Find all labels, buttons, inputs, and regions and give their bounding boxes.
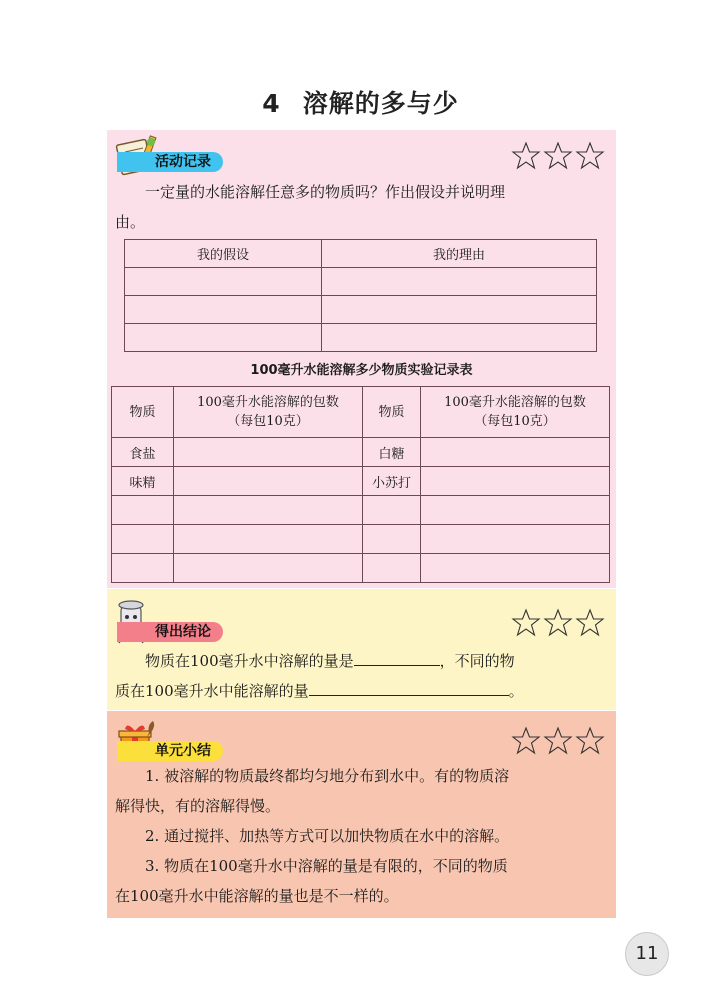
packs-cell[interactable] xyxy=(421,438,610,467)
packs-cell[interactable] xyxy=(174,467,363,496)
substance-cell: 白糖 xyxy=(363,438,421,467)
activity-question xyxy=(115,177,606,237)
conclusion-text xyxy=(115,646,606,706)
header-packs-line-1: 100毫升水能溶解的包数 xyxy=(197,395,339,410)
conclusion-line-2-text: 质在100毫升水中能溶解的量 xyxy=(115,682,309,700)
substance-cell[interactable] xyxy=(363,554,421,583)
answer-blank-2[interactable] xyxy=(309,681,509,696)
summary-item-2: 2. 通过搅拌、加热等方式可以加快物质在水中的溶解。 xyxy=(145,827,510,845)
conclusion-line-1-tail: ，不同的物 xyxy=(439,652,515,670)
header-substance: 物质 xyxy=(112,387,174,438)
substance-cell[interactable] xyxy=(363,496,421,525)
table-row xyxy=(112,467,610,496)
packs-cell[interactable] xyxy=(421,554,610,583)
table-cell[interactable] xyxy=(125,268,322,296)
experiment-table-caption: 100毫升水能溶解多少物质实验记录表 xyxy=(250,363,473,378)
lesson-title-text: 溶解的多与少 xyxy=(302,89,459,118)
conclusion-badge: 得出结论 xyxy=(117,622,223,642)
lesson-title xyxy=(0,84,721,120)
activity-badge: 活动记录 xyxy=(117,152,223,172)
table-header-row xyxy=(125,240,597,268)
table-cell[interactable] xyxy=(322,296,597,324)
header-hypothesis: 我的假设 xyxy=(125,240,322,268)
header-packs-2 xyxy=(421,387,610,438)
star-rating-icon[interactable] xyxy=(511,726,606,756)
packs-cell[interactable] xyxy=(421,525,610,554)
summary-item-1-line-2: 解得快，有的溶解得慢。 xyxy=(115,797,281,815)
table-row xyxy=(112,554,610,583)
table-cell[interactable] xyxy=(125,296,322,324)
summary-item-3-line-1: 3. 物质在100毫升水中溶解的量是有限的，不同的物质 xyxy=(145,857,508,875)
table-row xyxy=(112,496,610,525)
packs-cell[interactable] xyxy=(174,525,363,554)
page-number: 11 xyxy=(625,932,669,976)
table-cell[interactable] xyxy=(322,324,597,352)
table-row xyxy=(125,268,597,296)
packs-cell[interactable] xyxy=(421,496,610,525)
conclusion-line-1-text: 物质在100毫升水中溶解的量是 xyxy=(145,652,354,670)
substance-cell[interactable] xyxy=(112,554,174,583)
table-row xyxy=(112,438,610,467)
packs-cell[interactable] xyxy=(174,554,363,583)
header-reason: 我的理由 xyxy=(322,240,597,268)
conclusion-line-2-tail: 。 xyxy=(508,682,524,700)
summary-panel xyxy=(107,711,616,918)
substance-cell: 小苏打 xyxy=(363,467,421,496)
summary-item-3-line-2: 在100毫升水中能溶解的量也是不一样的。 xyxy=(115,887,399,905)
substance-cell[interactable] xyxy=(112,525,174,554)
activity-panel xyxy=(107,130,616,588)
star-rating-icon[interactable] xyxy=(511,608,606,638)
experiment-table xyxy=(111,386,610,583)
summary-item-1-line-1: 1. 被溶解的物质最终都均匀地分布到水中。有的物质溶 xyxy=(145,767,510,785)
header-packs-line-2: （每包10克） xyxy=(474,414,556,429)
table-row xyxy=(112,525,610,554)
header-packs-line-2: （每包10克） xyxy=(227,414,309,429)
answer-blank-1[interactable] xyxy=(354,651,440,666)
conclusion-panel xyxy=(107,589,616,710)
table-row xyxy=(125,324,597,352)
question-line-1: 一定量的水能溶解任意多的物质吗？作出假设并说明理 xyxy=(145,183,506,201)
packs-cell[interactable] xyxy=(421,467,610,496)
packs-cell[interactable] xyxy=(174,438,363,467)
conclusion-line-2 xyxy=(115,676,606,706)
header-packs-line-1: 100毫升水能溶解的包数 xyxy=(444,395,586,410)
table-header-row xyxy=(112,387,610,438)
lesson-number: 4 xyxy=(262,89,281,118)
star-rating-icon[interactable] xyxy=(511,141,606,171)
summary-badge: 单元小结 xyxy=(117,741,223,761)
conclusion-line-1 xyxy=(115,646,606,676)
summary-text xyxy=(115,761,606,911)
table-cell[interactable] xyxy=(322,268,597,296)
table-cell[interactable] xyxy=(125,324,322,352)
table-row xyxy=(125,296,597,324)
question-line-2: 由。 xyxy=(115,213,146,231)
header-packs xyxy=(174,387,363,438)
packs-cell[interactable] xyxy=(174,496,363,525)
substance-cell[interactable] xyxy=(112,496,174,525)
header-substance-2: 物质 xyxy=(363,387,421,438)
substance-cell[interactable] xyxy=(363,525,421,554)
substance-cell: 味精 xyxy=(112,467,174,496)
substance-cell: 食盐 xyxy=(112,438,174,467)
hypothesis-table xyxy=(124,239,597,352)
